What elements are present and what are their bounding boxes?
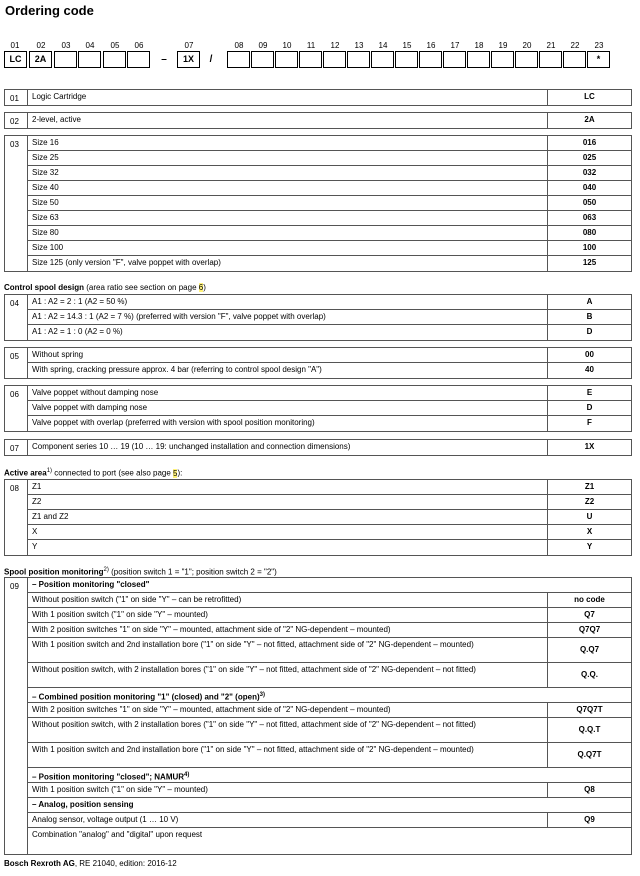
option-text: Analog sensor, voltage output (1 … 10 V) [32,815,179,824]
option-row [28,325,631,340]
option-text: Size 16 [32,138,59,147]
option-code: LC [547,90,631,105]
option-row [28,416,631,431]
section-number: 02 [5,113,28,128]
option-row [28,743,631,768]
option-row [28,783,631,798]
option-text: Size 40 [32,183,59,192]
position-label: 12 [330,41,340,50]
option-row [28,638,631,663]
option-code: F [547,416,631,431]
code-box-11 [299,51,322,68]
option-text: Size 63 [32,213,59,222]
option-text: Without spring [32,350,84,359]
section-number: 08 [5,480,28,555]
option-text: With 2 position switches "1" on side "Y" – mounted, attachment side of "2" NG-dependent – mounted) [32,625,391,634]
code-box-03 [54,51,77,68]
ordering-code-strip [0,51,640,69]
code-box-18 [467,51,490,68]
code-box-22 [563,51,586,68]
option-row [28,348,631,363]
option-row [28,90,631,105]
section-03 [4,135,632,272]
option-text: Valve poppet with overlap (preferred with version with spool position monitoring) [32,418,315,427]
option-code: Q7 [547,608,631,622]
option-row [28,136,631,151]
option-row [28,181,631,196]
option-code: 1X [547,440,631,455]
code-box-05 [103,51,126,68]
option-text: With spring, cracking pressure approx. 4 bar (referring to control spool design "A") [32,365,322,374]
code-box-16 [419,51,442,68]
position-label: 03 [61,41,71,50]
code-box-06 [127,51,150,68]
option-code: Q7Q7T [547,703,631,717]
code-box-10 [275,51,298,68]
option-code: 080 [547,226,631,240]
option-text: With 2 position switches "1" on side "Y" – mounted, attachment side of "2" NG-dependent – mounted) [32,705,391,714]
option-row [28,386,631,401]
section-06 [4,385,632,432]
option-row [28,525,631,540]
section-title-active-area [4,466,182,479]
company-name: Bosch Rexroth AG [4,859,75,868]
code-box-20 [515,51,538,68]
section-number: 07 [5,440,28,455]
position-label: 04 [85,41,95,50]
option-code: 063 [547,211,631,225]
section-title-end: ): [177,468,183,478]
section-title-bold: Control spool design [4,283,84,292]
position-label: 05 [110,41,120,50]
option-row [28,151,631,166]
option-text: Without position switch, with 2 installation bores ("1" on side "Y" – not fitted, attachment side of "2" NG-dependent – not fitted) [32,720,476,729]
section-05 [4,347,632,379]
position-label: 23 [594,41,604,50]
option-code: Q7Q7 [547,623,631,637]
position-label: 14 [378,41,388,50]
option-code: E [547,386,631,400]
position-label: 11 [306,41,316,50]
option-text: With 1 position switch ("1" on side "Y" – mounted) [32,785,208,794]
option-row [28,196,631,211]
option-row [28,166,631,181]
position-label: 18 [474,41,484,50]
group-heading [28,688,631,703]
option-code: 00 [547,348,631,362]
option-text: Z1 [32,482,42,491]
group-heading-text: – Combined position monitoring "1" (closed) and "2" (open) [32,692,260,702]
code-slash: / [209,54,213,65]
code-box-01: LC [4,51,27,68]
section-number: 01 [5,90,28,105]
section-02 [4,112,632,129]
group-heading [28,578,631,593]
option-text: Z1 and Z2 [32,512,69,521]
option-code: Q.Q7 [547,638,631,662]
option-row [28,241,631,256]
group-heading [28,798,631,813]
option-code: Q.Q. [547,663,631,687]
option-text: Size 80 [32,228,59,237]
option-row [28,256,631,271]
code-box-12 [323,51,346,68]
option-code: 016 [547,136,631,150]
option-code: 2A [547,113,631,128]
option-row [28,540,631,555]
option-text: Valve poppet with damping nose [32,403,148,412]
footnote-marker: 4) [184,772,190,778]
option-code: B [547,310,631,324]
option-code: no code [547,593,631,607]
code-box-09 [251,51,274,68]
footnote-marker: 3) [259,692,265,698]
position-label: 06 [134,41,144,50]
option-code: 025 [547,151,631,165]
option-row [28,113,631,128]
position-label: 08 [234,41,244,50]
code-box-02: 2A [29,51,52,68]
section-title-bold: Active area [4,468,47,478]
ordering-position-labels [0,41,640,51]
code-box-15 [395,51,418,68]
option-code: D [547,401,631,415]
option-text: With 1 position switch and 2nd installation bore ("1" on side "Y" – not fitted, attachment side of "2" NG-dependent – mounted) [32,745,474,754]
code-box-07: 1X [177,51,200,68]
group-heading-text: – Position monitoring "closed" [32,580,150,589]
option-row [28,623,631,638]
section-title-spool-monitoring [4,565,277,578]
group-heading [28,768,631,783]
option-text: With 1 position switch and 2nd installation bore ("1" on side "Y" – not fitted, attachment side of "2" NG-dependent – mounted) [32,640,474,649]
section-title-text: (position switch 1 = "1"; position switch 2 = "2") [108,567,277,577]
document-reference: , RE 21040, edition: 2016-12 [74,859,177,868]
document-footer [4,859,177,868]
option-text: Component series 10 … 19 (10 … 19: unchanged installation and connection dimensions) [32,442,351,451]
section-number: 05 [5,348,28,378]
position-label: 22 [570,41,580,50]
section-title-control-spool [4,283,206,293]
option-row [28,401,631,416]
code-box-23: * [587,51,610,68]
option-code: Q.Q.T [547,718,631,742]
code-box-13 [347,51,370,68]
section-01 [4,89,632,106]
option-row [28,480,631,495]
code-box-08 [227,51,250,68]
section-number: 03 [5,136,28,271]
option-row [28,495,631,510]
section-04 [4,294,632,341]
section-title-text: connected to port (see also page [52,468,174,478]
option-row [28,295,631,310]
option-text: Size 32 [32,168,59,177]
position-label: 02 [36,41,46,50]
option-code: Z2 [547,495,631,509]
position-label: 07 [184,41,194,50]
code-box-19 [491,51,514,68]
option-text: Size 50 [32,198,59,207]
option-text: Without position switch, with 2 installation bores ("1" on side "Y" – not fitted, attachment side of "2" NG-dependent – not fitted) [32,665,476,674]
option-text: A1 : A2 = 2 : 1 (A2 = 50 %) [32,297,128,306]
page-reference[interactable]: 5 [173,468,178,478]
group-heading-text: – Position monitoring "closed"; NAMUR [32,772,185,782]
position-label: 13 [354,41,364,50]
position-label: 17 [450,41,460,50]
section-title-text: (area ratio see section on page [84,283,199,292]
option-code: 100 [547,241,631,255]
option-row [28,828,631,843]
option-text: Combination "analog" and "digital" upon request [32,830,203,839]
option-code: Q8 [547,783,631,797]
section-09 [4,577,632,855]
code-box-04 [78,51,101,68]
code-box-17 [443,51,466,68]
option-code: Q9 [547,813,631,827]
footnote-marker: 1) [46,468,53,474]
position-label: 01 [10,41,20,50]
section-08 [4,479,632,556]
option-text: Size 25 [32,153,59,162]
option-text: X [32,527,38,536]
option-code: Y [547,540,631,555]
section-number: 06 [5,386,28,431]
option-row [28,608,631,623]
section-title-bold: Spool position monitoring [4,567,104,577]
section-07 [4,439,632,456]
section-number: 09 [5,578,28,854]
option-row [28,813,631,828]
position-label: 20 [522,41,532,50]
option-code: 125 [547,256,631,271]
option-code: A [547,295,631,309]
option-row [28,718,631,743]
page-reference[interactable]: 6 [198,283,204,292]
option-row [28,440,631,455]
code-box-21 [539,51,562,68]
option-code: Q.Q7T [547,743,631,767]
option-code: 032 [547,166,631,180]
code-dash: – [161,54,167,65]
option-text: A1 : A2 = 14.3 : 1 (A2 = 7 %) (preferred with version "F", valve poppet with overlap) [32,312,326,321]
option-code: Z1 [547,480,631,494]
option-row [28,310,631,325]
position-label: 16 [426,41,436,50]
position-label: 10 [282,41,292,50]
option-row [28,703,631,718]
position-label: 21 [546,41,556,50]
option-text: A1 : A2 = 1 : 0 (A2 = 0 %) [32,327,123,336]
option-code: 040 [547,181,631,195]
option-row [28,510,631,525]
option-text: Z2 [32,497,42,506]
option-text: 2-level, active [32,115,81,124]
footnote-marker: 2) [103,567,109,573]
option-row [28,663,631,688]
position-label: 09 [258,41,268,50]
option-text: Size 100 [32,243,64,252]
option-text: Size 125 (only version "F", valve poppet with overlap) [32,258,221,267]
option-code: 40 [547,363,631,378]
option-code: 050 [547,196,631,210]
position-label: 15 [402,41,412,50]
option-text: Y [32,542,38,551]
option-code: D [547,325,631,340]
option-row [28,211,631,226]
section-title-end: ) [203,283,206,292]
group-heading-text: – Analog, position sensing [32,800,134,809]
option-text: Logic Cartridge [32,92,87,101]
code-box-14 [371,51,394,68]
option-text: Without position switch ("1" on side "Y" – can be retrofitted) [32,595,242,604]
option-text: Valve poppet without damping nose [32,388,159,397]
option-row [28,363,631,378]
option-row [28,593,631,608]
position-label: 19 [498,41,508,50]
option-text: With 1 position switch ("1" on side "Y" – mounted) [32,610,208,619]
page-title: Ordering code [5,3,94,18]
option-code: X [547,525,631,539]
option-row [28,226,631,241]
section-number: 04 [5,295,28,340]
option-code: U [547,510,631,524]
